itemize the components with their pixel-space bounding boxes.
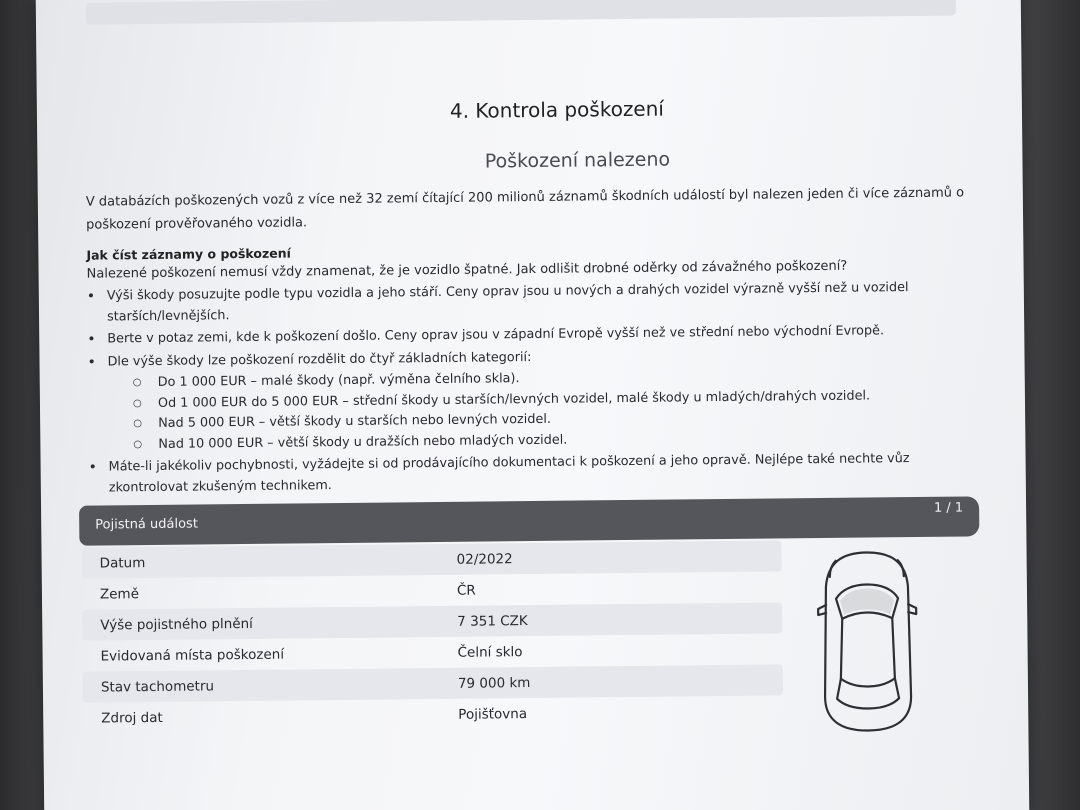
list-item	[87, 343, 978, 456]
insurance-event-table	[81, 540, 783, 733]
list-item	[87, 277, 977, 327]
guidance-list	[87, 277, 979, 500]
bullet-text: Berte v potaz zemi, kde k poškození došlo. Ceny oprav jsou v západní Evropě vyšší než ve střední nebo východní Evropě.	[107, 323, 885, 347]
section-title: Pojistná událost	[95, 516, 198, 533]
row-label: Zdroj dat	[101, 709, 163, 727]
row-value: Pojišťovna	[458, 706, 528, 723]
row-label: Datum	[99, 555, 146, 572]
howto-title: Jak číst záznamy o poškození	[86, 245, 291, 263]
row-value: Čelní sklo	[457, 644, 523, 661]
row-label: Evidovaná místa poškození	[100, 646, 285, 665]
damage-categories-list	[108, 364, 979, 455]
row-value: 79 000 km	[457, 675, 531, 692]
row-label: Výše pojistného plnění	[100, 615, 253, 634]
category-item: ○ Od 1 000 EUR do 5 000 EUR – střední škody u starších/levných vozidel, malé škody u mladých/drahých vozidel.	[108, 385, 978, 415]
car-damage-diagram-icon	[812, 546, 924, 737]
row-value: 02/2022	[456, 551, 513, 568]
row-value: 7 351 CZK	[457, 613, 528, 630]
category-item: ○ Do 1 000 EUR – malé škody (např. výměna čelního skla).	[108, 364, 978, 394]
insurance-event-header	[79, 496, 979, 545]
page-counter: 1 / 1	[933, 500, 964, 516]
bullet-text: Dle výše škody lze poškození rozdělit do čtyř základních kategorií:	[107, 349, 532, 369]
row-label: Země	[99, 586, 140, 603]
list-item	[89, 448, 979, 498]
category-item: ○ Nad 5 000 EUR – větší škody u starších nebo levných vozidel.	[108, 405, 978, 435]
howto-question: Nalezené poškození nemusí vždy znamenat, že je vozidlo špatné. Jak odlišit drobné oděrky od závažného poškození?	[86, 258, 848, 282]
row-value: ČR	[456, 582, 476, 599]
table-row	[83, 695, 783, 733]
intro-paragraph: V databázích poškozených vozů z více než 32 zemí čítající 200 milionů záznamů škodních událostí byl nalezen jeden či více záznamů o poškození prověřovaného vozidla.	[85, 185, 965, 233]
previous-section-band	[86, 0, 956, 25]
bullet-text: Výši škody posuzujte podle typu vozidla a jeho stáří. Ceny oprav jsou u nových a drahých vozidel výrazně vyšší než u vozidel starších/levnějších.	[106, 280, 909, 324]
paper-sheet	[36, 0, 1030, 810]
page-title: 4. Kontrola poškození	[449, 96, 665, 123]
row-label: Stav tachometru	[100, 678, 215, 696]
bullet-text: Máte-li jakékoliv pochybnosti, vyžádejte si od prodávajícího dokumentaci k poškození a jeho opravě. Nejlépe také nechte vůz zkontrolovat zkušeným technikem.	[108, 451, 910, 495]
category-item: ○ Nad 10 000 EUR – větší škody u dražších nebo mladých vozidel.	[108, 426, 978, 456]
page-subtitle: Poškození nalezeno	[484, 148, 671, 173]
